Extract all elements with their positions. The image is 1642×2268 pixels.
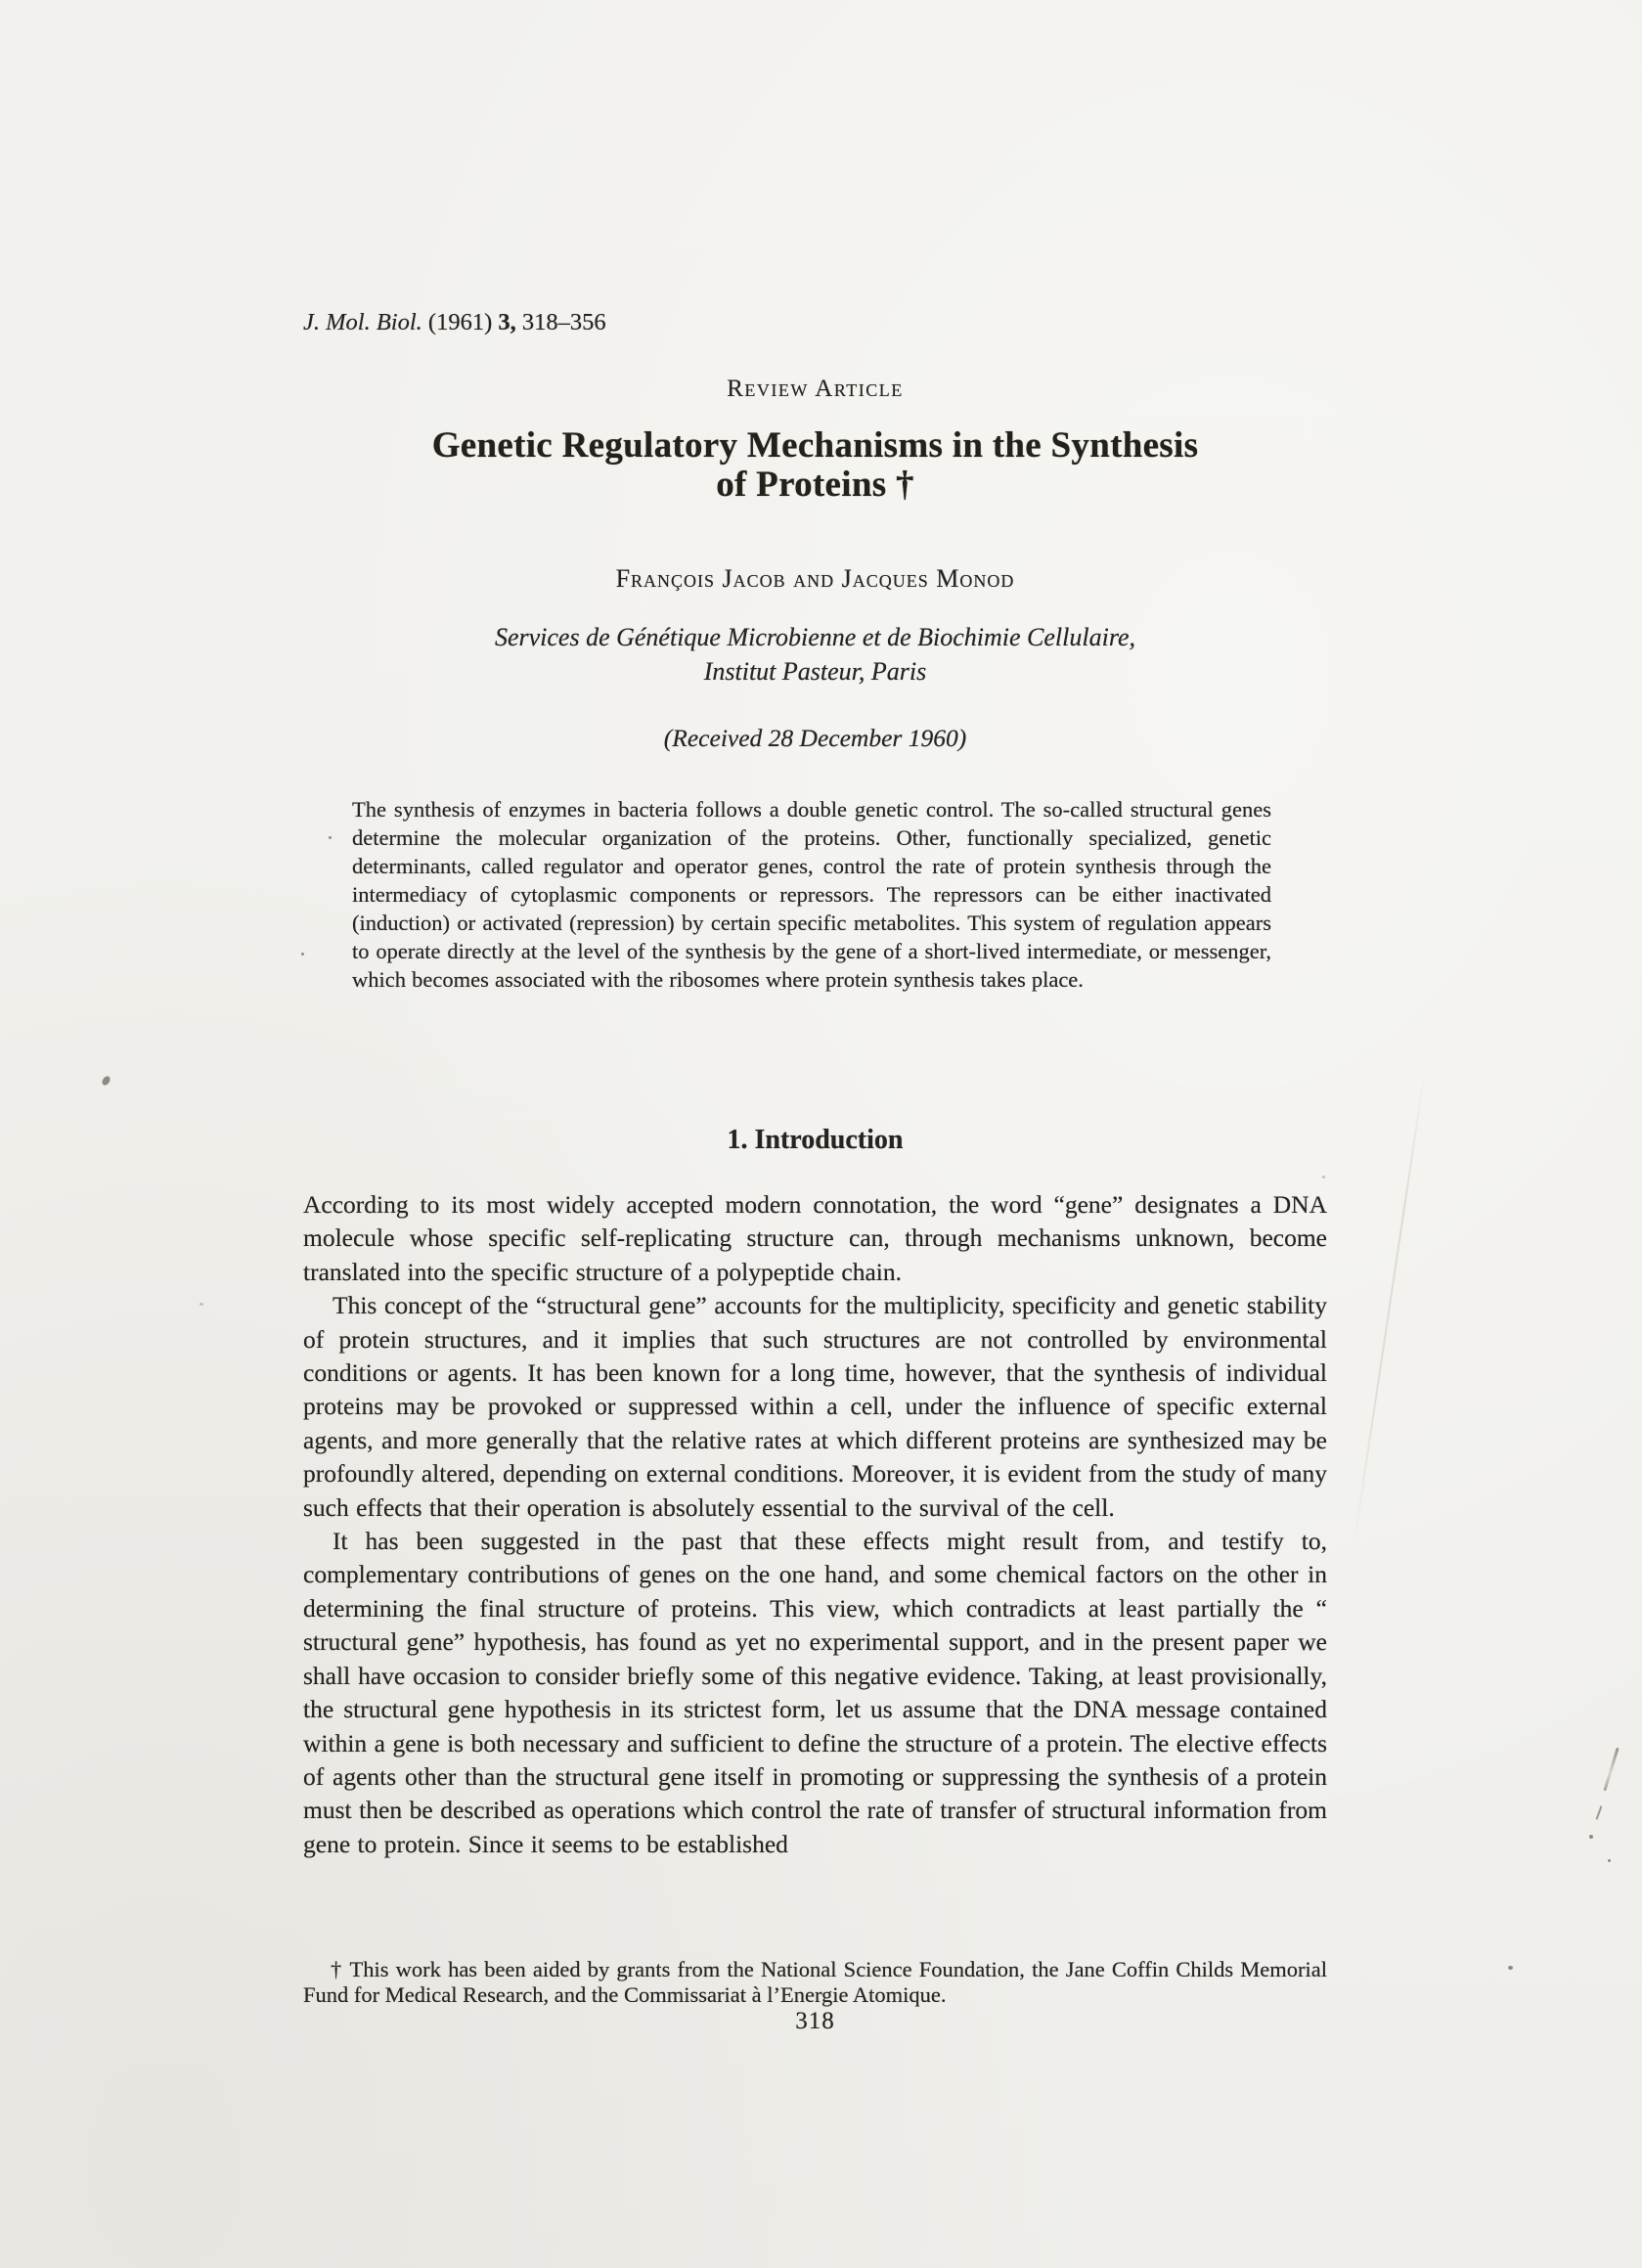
- journal-reference: [303, 309, 606, 336]
- section-heading-introduction: 1. Introduction: [727, 1125, 904, 1155]
- affiliation-line1: Services de Génétique Microbienne et de Biochimie Cellulaire,: [494, 623, 1136, 651]
- paper-title-line1: Genetic Regulatory Mechanisms in the Synthesis: [431, 425, 1199, 466]
- scan-scratch-mark: [1595, 1805, 1602, 1820]
- introduction-body: [303, 1188, 1327, 1861]
- scan-speck: [101, 1075, 111, 1087]
- scan-speck: [1508, 1966, 1513, 1970]
- journal-abbreviation: J. Mol. Biol.: [303, 309, 422, 335]
- article-type-label: Review Article: [727, 376, 904, 402]
- paragraph: It has been suggested in the past that these effects might result from, and testify to, complementary contributions of genes on the one hand, and some chemical factors on the other in determining the final structure of proteins. This view, which contradicts at least partially the “ structural gene” hypothesis, has found as yet no experimental support, and in the present paper we shall have occasion to consider briefly some of this negative evidence. Taking, at least provisionally, the structural gene hypothesis in its strictest form, let us assume that the DNA message contained within a gene is both necessary and sufficient to define the structure of a protein. The elective effects of agents other than the structural gene itself in promoting or suppressing the synthesis of a protein must then be described as operations which control the rate of transfer of structural information from gene to protein. Since it seems to be established: [303, 1527, 1327, 1858]
- affiliation: [303, 620, 1327, 689]
- journal-volume: 3,: [498, 309, 516, 335]
- journal-year: (1961): [427, 309, 493, 335]
- paper-title-line2: of Proteins †: [716, 465, 914, 505]
- scan-crease-line: [1353, 1064, 1426, 1548]
- text-block: [303, 0, 1327, 2268]
- affiliation-line2: Institut Pasteur, Paris: [703, 657, 927, 686]
- page-number: 318: [795, 2008, 835, 2034]
- paragraph: This concept of the “structural gene” accounts for the multiplicity, specificity and genetic stability of protein structures, and it implies that such structures are not controlled by environmental conditions or agents. It has been known for a long time, however, that the synthesis of individual proteins may be provoked or suppressed within a cell, under the influence of specific external agents, and more generally that the relative rates at which different proteins are synthesized may be profoundly altered, depending on external conditions. Moreover, it is evident from the study of many such effects that their operation is absolutely essential to the survival of the cell.: [303, 1291, 1327, 1522]
- authors-line: François Jacob and Jacques Monod: [615, 564, 1015, 593]
- scan-speck: [1608, 1859, 1611, 1862]
- scan-speck: [200, 1303, 203, 1306]
- received-date: (Received 28 December 1960): [663, 724, 967, 752]
- scan-scratch-mark: [1603, 1748, 1619, 1792]
- paper-title: [303, 426, 1327, 505]
- footnote-text: † This work has been aided by grants from the National Science Foundation, the Jane Coffin Childs Memorial Fund for Medical Research, and the Commissariat à l’Energie Atomique.: [303, 1957, 1327, 2007]
- abstract-text: The synthesis of enzymes in bacteria follows a double genetic control. The so-called structural genes determine the molecular organization of the proteins. Other, functionally specialized, genetic determinants, called regulator and operator genes, control the rate of protein synthesis through the intermediacy of cytoplasmic components or repressors. The repressors can be either inactivated (induction) or activated (repression) by certain specific metabolites. This system of regulation appears to operate directly at the level of the synthesis by the gene of a short-lived intermediate, or messenger, which becomes associated with the ribosomes where protein synthesis takes place.: [352, 797, 1271, 992]
- journal-pages: 318–356: [521, 309, 606, 335]
- scan-speck: [1589, 1835, 1593, 1839]
- paragraph: According to its most widely accepted modern connotation, the word “gene” designates a DNA molecule whose specific self-replicating structure can, through mechanisms unknown, become translated into the specific structure of a polypeptide chain.: [303, 1190, 1327, 1286]
